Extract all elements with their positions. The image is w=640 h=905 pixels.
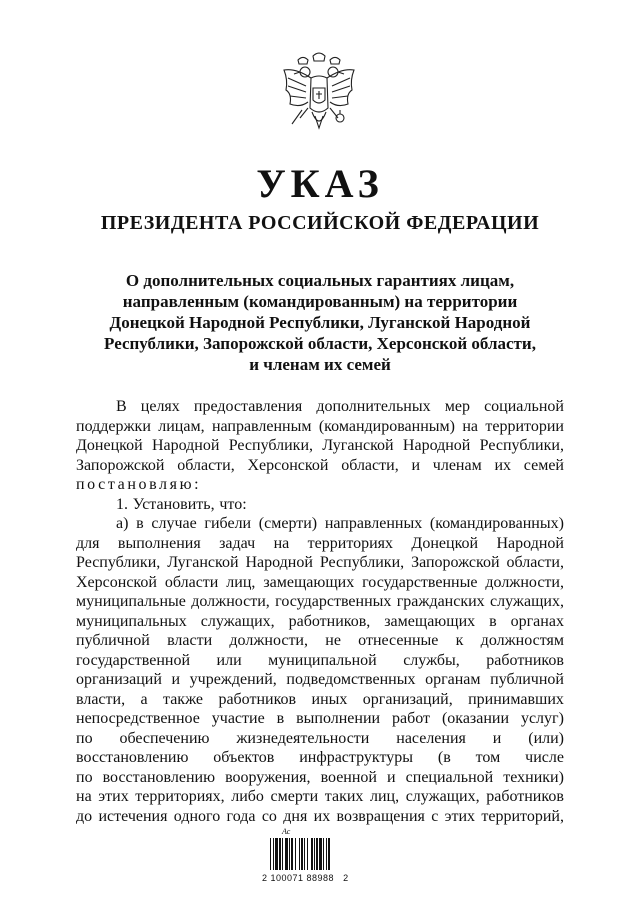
barcode-icon xyxy=(268,838,358,870)
body-word: публичной xyxy=(76,632,150,649)
body-word: работников xyxy=(218,690,297,708)
heading-line: О дополнительных социальных гарантиях лицам, xyxy=(125,271,515,290)
decree-body xyxy=(76,397,564,826)
body-word: инфраструктуры xyxy=(299,749,413,766)
body-word: (командированных) xyxy=(429,515,564,532)
heading-line: и членам их семей xyxy=(249,355,391,374)
body-word: 1. xyxy=(116,495,128,513)
body-word: территории xyxy=(485,417,564,435)
body-word: В xyxy=(116,398,127,415)
barcode-bar xyxy=(323,838,324,870)
heading-line: направленным (командированным) на территории xyxy=(122,292,518,311)
body-word: публичной xyxy=(490,671,564,688)
body-word: (командированным) xyxy=(318,417,455,435)
body-word: Народной xyxy=(245,554,313,571)
body-word: а) xyxy=(116,515,129,532)
body-word: а xyxy=(140,690,148,708)
body-word: техники) xyxy=(503,768,564,786)
body-line xyxy=(76,612,564,632)
body-word: Донецкой xyxy=(76,437,143,454)
decree-issuer: ПРЕЗИДЕНТА РОССИЙСКОЙ ФЕДЕРАЦИИ xyxy=(100,212,540,234)
body-word: семей xyxy=(523,456,564,474)
body-word: года xyxy=(226,807,256,825)
body-line xyxy=(76,397,564,417)
body-word: задач xyxy=(219,534,256,552)
body-word: со xyxy=(261,807,277,825)
body-line xyxy=(76,534,564,554)
body-word: до xyxy=(76,807,93,825)
body-word: замещающих xyxy=(384,612,476,630)
body-word: в xyxy=(276,710,285,727)
heading-line: Республики, Запорожской области, Херсонской области, xyxy=(104,334,536,353)
barcode-bar xyxy=(311,838,313,870)
body-word: Запорожской xyxy=(411,554,500,571)
body-word: по xyxy=(76,729,93,747)
body-word: Народной xyxy=(151,437,220,454)
barcode-bar xyxy=(285,838,288,870)
heading-line: Донецкой Народной Республики, Луганской Народной xyxy=(109,313,531,332)
body-word: одного xyxy=(173,807,221,825)
body-word: Херсонской xyxy=(76,573,157,591)
body-word: организаций xyxy=(76,671,162,688)
body-word: государственные xyxy=(362,573,478,591)
barcode-bar xyxy=(291,838,293,870)
body-line xyxy=(76,456,564,476)
body-word: объектов xyxy=(213,749,275,766)
body-line xyxy=(76,592,564,612)
barcode-bar xyxy=(289,838,290,870)
body-word: социальной xyxy=(484,398,564,415)
barcode-number: 2 100071 88988 2 xyxy=(262,873,349,883)
decree-title: УКАЗ xyxy=(256,161,384,206)
body-word: в xyxy=(489,612,497,630)
body-word: лиц, xyxy=(226,573,256,591)
body-word: муниципальные xyxy=(76,593,186,610)
barcode-bar xyxy=(275,838,278,870)
body-word: участие xyxy=(211,710,265,727)
body-word: жизнедеятельности xyxy=(236,729,370,747)
body-word: области, xyxy=(341,456,399,474)
body-word: смерти xyxy=(270,788,319,805)
body-word: для xyxy=(76,534,100,552)
barcode-bar xyxy=(314,838,315,870)
body-word: по xyxy=(76,768,93,786)
body-word: истечения xyxy=(98,807,168,825)
body-word: работников, xyxy=(288,612,371,630)
body-word: органам xyxy=(425,671,481,688)
body-word: органах xyxy=(510,612,564,630)
body-line xyxy=(76,573,564,593)
body-line xyxy=(76,670,564,690)
body-word: направленных xyxy=(324,515,423,532)
body-line xyxy=(76,436,564,456)
body-word: Херсонской xyxy=(247,456,329,474)
body-word: муниципальной xyxy=(268,651,377,669)
barcode-bar xyxy=(282,838,283,870)
body-word: восстановлению xyxy=(76,749,189,766)
body-word: области xyxy=(164,573,219,591)
body-line xyxy=(76,768,564,788)
body-word: подведомственных xyxy=(286,671,416,688)
body-word: и xyxy=(387,768,396,786)
body-word: населения xyxy=(396,729,466,747)
body-word: работников xyxy=(486,788,564,805)
body-word: территориях, xyxy=(135,788,225,805)
body-word: и xyxy=(171,671,181,688)
body-word: в xyxy=(136,515,144,532)
body-word: власти, xyxy=(76,690,126,708)
body-word: должности, xyxy=(229,632,308,649)
body-word: вооружения, xyxy=(225,768,311,786)
body-word: поддержки xyxy=(76,417,151,435)
barcode-bar xyxy=(307,838,308,870)
barcode-bar xyxy=(328,838,330,870)
body-line xyxy=(76,787,564,807)
body-word: также xyxy=(163,690,204,708)
coat-of-arms-icon xyxy=(278,50,360,142)
body-line xyxy=(76,417,564,437)
body-word: членам xyxy=(432,456,482,474)
body-line xyxy=(76,631,564,651)
body-word: Республики, xyxy=(319,554,405,571)
body-line xyxy=(76,514,564,534)
barcode-bar xyxy=(299,838,300,870)
body-word: Установить, xyxy=(132,495,215,513)
body-line xyxy=(76,690,564,710)
body-word: принимавших xyxy=(468,690,564,708)
body-word: обеспечению xyxy=(119,729,210,747)
body-word: к xyxy=(455,632,464,649)
body-word: выполнения xyxy=(117,534,201,552)
body-word: (смерти) xyxy=(258,515,318,532)
body-word: дополнительных xyxy=(316,398,431,415)
body-word: их xyxy=(313,807,331,825)
barcode-bar xyxy=(270,838,271,870)
body-word: либо xyxy=(231,788,264,805)
body-word: территориях xyxy=(307,534,394,552)
body-word: (в xyxy=(437,749,451,766)
body-line xyxy=(76,807,564,827)
body-word: дня xyxy=(283,807,308,825)
body-word: лицам, xyxy=(158,417,205,435)
body-word: военной xyxy=(320,768,377,786)
body-word: должности, xyxy=(191,593,270,610)
body-word: постановляю: xyxy=(76,476,202,493)
body-word: таких xyxy=(324,788,364,805)
body-line xyxy=(76,495,564,515)
body-line xyxy=(76,553,564,573)
barcode-bar xyxy=(301,838,303,870)
body-word: служащих, xyxy=(405,788,480,805)
body-line xyxy=(76,748,564,768)
body-word: службы, xyxy=(403,651,460,669)
body-word: (оказании xyxy=(441,710,510,727)
body-word: учреждений, xyxy=(189,671,277,688)
body-line xyxy=(76,651,564,671)
body-word: области, xyxy=(506,554,564,571)
barcode-bar xyxy=(273,838,274,870)
body-word: гражданских xyxy=(396,593,485,610)
body-word: том xyxy=(475,749,501,766)
barcode-bar xyxy=(279,838,281,870)
body-word: предоставления xyxy=(193,398,303,415)
body-word: Луганской xyxy=(167,554,239,571)
body-word: и xyxy=(492,729,502,747)
body-word: выполнении xyxy=(296,710,381,727)
body-word: работников xyxy=(486,651,564,669)
body-line xyxy=(76,709,564,729)
barcode-bar xyxy=(326,838,327,870)
body-word: с xyxy=(431,807,439,825)
body-word: служащих, xyxy=(490,593,564,610)
body-word: Республики, xyxy=(76,554,161,571)
body-word: на xyxy=(76,788,92,805)
barcode-bar xyxy=(295,838,296,870)
barcode-bar xyxy=(316,838,318,870)
body-word: Запорожской xyxy=(76,456,165,474)
body-word: на xyxy=(462,417,479,435)
body-word: области, xyxy=(177,456,235,474)
body-word: Луганской xyxy=(322,437,394,454)
body-word: случае xyxy=(151,515,197,532)
body-word: Республики, xyxy=(479,437,564,454)
body-word: территорий, xyxy=(481,807,564,825)
decree-heading xyxy=(80,270,560,375)
body-word: что: xyxy=(219,495,247,513)
body-word: восстановлению xyxy=(102,768,216,786)
body-word: (или) xyxy=(528,729,564,747)
body-word: услуг) xyxy=(520,710,564,727)
body-word: этих xyxy=(98,788,129,805)
body-word: власти xyxy=(167,632,213,649)
body-word: направленным xyxy=(211,417,312,435)
body-word: не xyxy=(325,632,341,649)
body-word: мер xyxy=(444,398,470,415)
body-word: организаций, xyxy=(362,690,453,708)
body-word: лиц, xyxy=(370,788,400,805)
body-word: этих xyxy=(444,807,476,825)
body-line xyxy=(76,475,564,495)
body-word: муниципальных xyxy=(76,612,187,630)
barcode-bar xyxy=(304,838,305,870)
body-word: должности, xyxy=(485,573,564,591)
body-word: Республики, xyxy=(228,437,313,454)
body-word: замещающих xyxy=(263,573,355,591)
signature-initials: Ас xyxy=(282,827,291,836)
body-word: и xyxy=(411,456,421,474)
body-word: Народной xyxy=(496,534,564,552)
body-word: на xyxy=(273,534,290,552)
body-word: государственных xyxy=(275,593,392,610)
barcode-bar xyxy=(319,838,322,870)
body-word: служащих, xyxy=(200,612,275,630)
body-word: иных xyxy=(311,690,348,708)
body-word: их xyxy=(494,456,512,474)
body-word: возвращения xyxy=(336,807,425,825)
body-word: гибели xyxy=(204,515,252,532)
body-word: непосредственное xyxy=(76,710,200,727)
body-word: государственной xyxy=(76,651,191,669)
body-line xyxy=(76,729,564,749)
body-word: целях xyxy=(140,398,180,415)
body-word: или xyxy=(216,651,242,669)
body-word: числе xyxy=(525,749,564,766)
body-word: Донецкой xyxy=(411,534,479,552)
body-word: должностям xyxy=(480,632,564,649)
body-word: специальной xyxy=(405,768,494,786)
body-word: работ xyxy=(392,710,431,727)
body-word: Народной xyxy=(402,437,471,454)
body-word: отнесенные xyxy=(358,632,439,649)
